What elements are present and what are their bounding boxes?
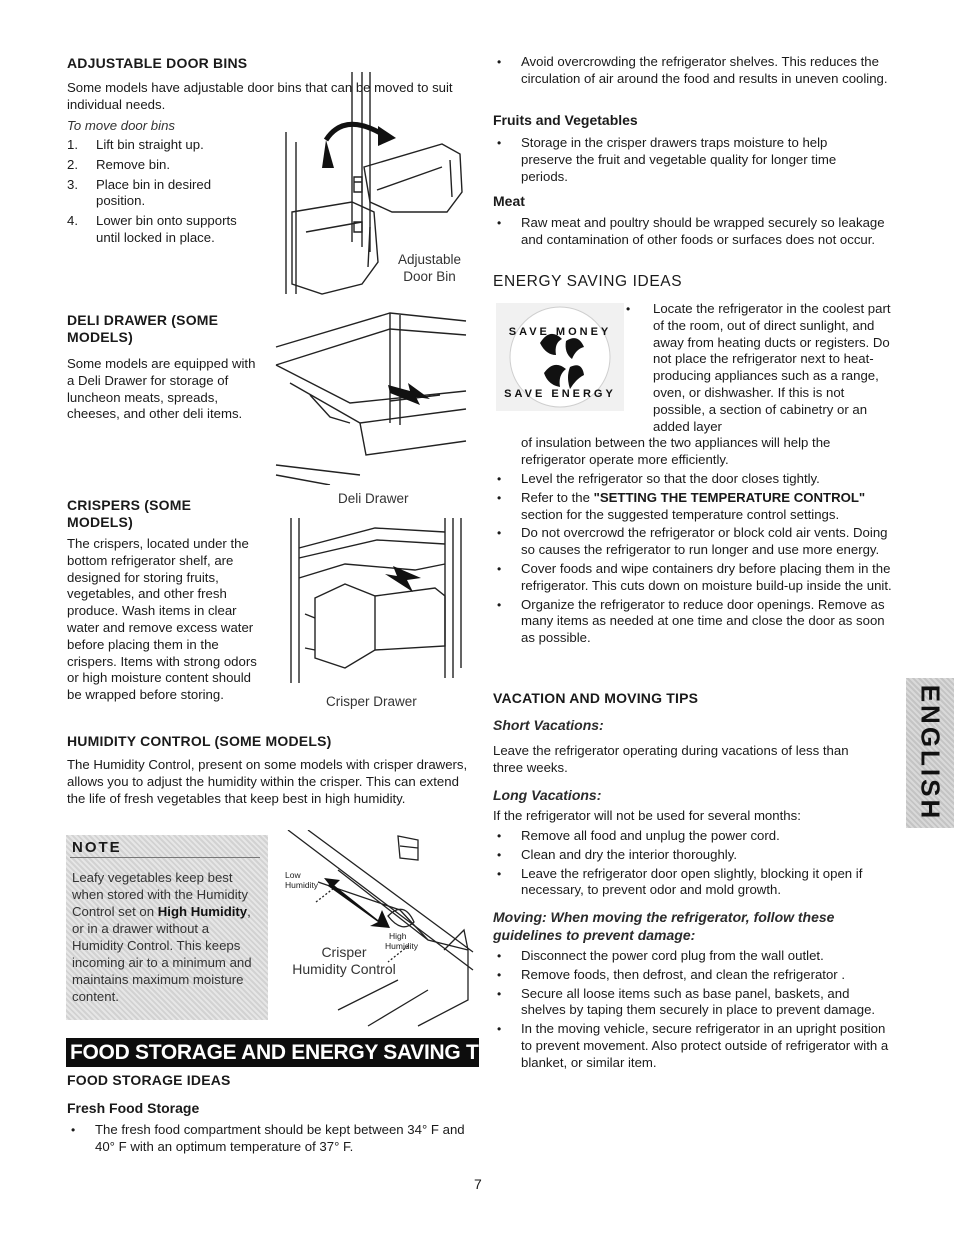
save-money-save-energy-logo-icon [496, 303, 624, 411]
step-item: 4. Lower bin onto supports until locked in place. [67, 213, 237, 245]
energy-saving-heading: ENERGY SAVING IDEAS [493, 273, 683, 290]
low-humidity-label: Low Humidity [285, 870, 319, 890]
list-item: • Leave the refrigerator door open slightly, blocking it open if necessary, to prevent odor and mold growth. [493, 866, 895, 900]
list-item: • Clean and dry the interior thoroughly. [493, 847, 895, 864]
list-item: • Do not overcrowd the refrigerator or block cold air vents. Doing so causes the refrigerator to run longer and use more energy. [493, 525, 895, 559]
fresh-food-storage-heading: Fresh Food Storage [67, 1100, 200, 1116]
page-number: 7 [474, 1176, 482, 1192]
adjustable-door-bins-heading: ADJUSTABLE DOOR BINS [67, 55, 248, 71]
crispers-heading: CRISPERS (SOME MODELS) [67, 497, 192, 530]
svg-text:SAVE ENERGY: SAVE ENERGY [504, 388, 616, 400]
list-item: • Organize the refrigerator to reduce door openings. Remove as many items as needed at one time and close the door as soon as possible. [493, 597, 895, 647]
food-storage-ideas-heading: FOOD STORAGE IDEAS [67, 1072, 231, 1088]
language-tab-label: ENGLISH [915, 684, 946, 822]
high-humidity-label: High Humidity [385, 931, 419, 951]
moving-list [493, 948, 895, 1073]
list-item: • Storage in the crisper drawers traps moisture to help preserve the fruit and vegetable quality for longer time periods. [493, 135, 878, 185]
deli-drawer-heading: DELI DRAWER (SOME MODELS) [67, 312, 219, 345]
note-title: NOTE [72, 839, 122, 856]
door-bin-caption: Adjustable Door Bin [398, 252, 462, 284]
long-vacations-title: Long Vacations: [493, 787, 602, 803]
list-item: • Refer to the "SETTING THE TEMPERATURE CONTROL" section for the suggested temperature control settings. [493, 490, 895, 524]
deli-drawer-caption: Deli Drawer [338, 491, 409, 506]
list-item: • In the moving vehicle, secure refrigerator in an upright position to prevent movement. Also protect outside of refrigerator with a blanket, or similar item. [493, 1021, 895, 1071]
meat-list [493, 215, 895, 250]
crisper-drawer-illustration [285, 518, 470, 688]
humidity-control-caption: Crisper Humidity Control [292, 944, 396, 977]
steps-list [67, 137, 262, 247]
note-divider [70, 857, 260, 858]
list-item: • The fresh food compartment should be kept between 34° F and 40° F with an optimum temperature of 37° F. [67, 1122, 472, 1156]
long-vacations-text: If the refrigerator will not be used for several months: [493, 808, 801, 823]
fresh-food-list [67, 1122, 472, 1157]
adjustable-intro: Some models have adjustable door bins that can be moved to suit individual needs. [67, 80, 453, 112]
fruits-vegetables-heading: Fruits and Vegetables [493, 112, 638, 128]
long-vacations-list [493, 828, 895, 900]
list-item: • Cover foods and wipe containers dry before placing them in the refrigerator. This cuts down on moisture build-up inside the unit. [493, 561, 895, 595]
moving-title: Moving: When moving the refrigerator, follow these guidelines to prevent damage: [493, 909, 835, 943]
short-vacations-text: Leave the refrigerator operating during vacations of less than three weeks. [493, 743, 849, 775]
crisper-drawer-caption: Crisper Drawer [326, 694, 417, 709]
deli-drawer-text: Some models are equipped with a Deli Drawer for storage of luncheon meats, spreads, cheeses, and other deli items. [67, 356, 256, 422]
svg-text:SAVE MONEY: SAVE MONEY [508, 326, 612, 338]
note-text: Leafy vegetables keep best when stored with the Humidity Control set on High Humidity, or in a drawer without a Humidity Control. This keeps incoming air to a minimum and maintains maximum moisture content. [72, 870, 252, 1004]
humidity-control-illustration [278, 830, 478, 1030]
list-item: • Raw meat and poultry should be wrapped securely so leakage and contamination of other foods or surfaces does not occur. [493, 215, 895, 249]
meat-heading: Meat [493, 193, 525, 209]
step-item: 2. Remove bin. [67, 156, 171, 172]
overcrowding-list [493, 54, 895, 89]
energy-first-bullet: • Locate the refrigerator in the coolest part of the room, out of direct sunlight, and away from heating ducts or registers. Do not place the refrigerator next to heat-producing appliances such as a range, oven, or dishwasher. If this is not possible, a section of cabinetry or an added layer [626, 301, 891, 434]
deli-drawer-illustration [270, 305, 470, 485]
step-item: 3. Place bin in desired position. [67, 176, 212, 209]
vacation-moving-heading: VACATION AND MOVING TIPS [493, 690, 699, 706]
language-side-tab [906, 678, 954, 828]
list-item: • Remove foods, then defrost, and clean the refrigerator . [493, 967, 895, 984]
food-storage-energy-banner: FOOD STORAGE AND ENERGY SAVING TIPS [66, 1038, 479, 1067]
list-item: • Level the refrigerator so that the door closes tightly. [493, 471, 895, 488]
list-item: • Secure all loose items such as base panel, baskets, and shelves by taping them securely in place to prevent damage. [493, 986, 895, 1020]
note-box [66, 835, 268, 1020]
energy-saving-list [493, 471, 895, 648]
short-vacations-title: Short Vacations: [493, 717, 604, 733]
fruits-list [493, 135, 878, 186]
humidity-control-text: The Humidity Control, present on some models with crisper drawers, allows you to adjust the humidity within the crisper. This can extend the life of fresh vegetables that keep best in high humidity. [67, 757, 468, 806]
list-item: • Remove all food and unplug the power cord. [493, 828, 895, 845]
energy-first-bullet-continued: of insulation between the two appliances will help the refrigerator operate more efficiently. [521, 435, 831, 467]
humidity-control-heading: HUMIDITY CONTROL (SOME MODELS) [67, 733, 332, 749]
list-item: • Avoid overcrowding the refrigerator shelves. This reduces the circulation of air around the food and results in uneven cooling. [493, 54, 895, 88]
step-item: 1. Lift bin straight up. [67, 137, 204, 152]
steps-title: To move door bins [67, 118, 176, 133]
crispers-text: The crispers, located under the bottom refrigerator shelf, are designed for storing fruits, vegetables, and other fresh produce. Wash items in clear water and remove excess water before placing them in the crispers. Items with strong odors or high moisture content should be wrapped before storing. [67, 536, 257, 703]
list-item: • Disconnect the power cord plug from the wall outlet. [493, 948, 895, 965]
